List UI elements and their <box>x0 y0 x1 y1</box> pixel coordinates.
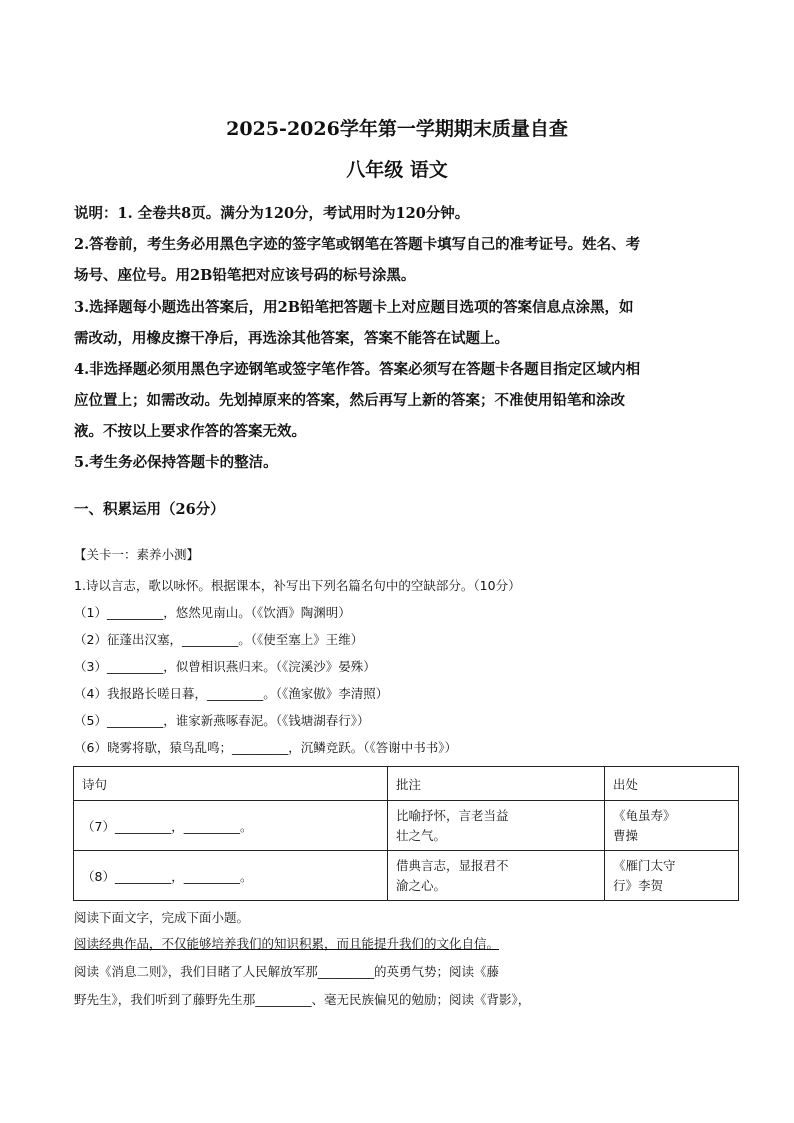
instruction-line: 3.选择题每小题选出答案后，用2B铅笔把答题卡上对应题目选项的答案信息点涂黑，如 <box>74 299 634 316</box>
fill-item: （2）征蓬出汉塞，_________。（《使至塞上》王维） <box>74 632 364 647</box>
verse-cell: （8）_________，_________。 <box>74 851 388 901</box>
exam-title: 2025-2026学年第一学期期末质量自查 <box>226 118 568 140</box>
instruction-line: 应位置上；如需改动。先划掉原来的答案，然后再写上新的答案；不准使用铅笔和涂改 <box>74 392 625 409</box>
exam-subtitle: 八年级 语文 <box>346 159 448 181</box>
source-line: 曹操 <box>613 827 639 843</box>
instruction-line: 场号、座位号。用2B铅笔把对应该号码的标号涂黑。 <box>74 267 416 284</box>
source-cell <box>605 801 739 851</box>
table-header-note: 批注 <box>388 767 605 801</box>
note-line: 壮之气。 <box>396 827 447 843</box>
note-line: 渝之心。 <box>396 877 447 893</box>
note-line: 借典言志，显报君不 <box>396 857 509 873</box>
section-heading: 一、积累运用（26分） <box>74 501 225 518</box>
note-cell <box>388 801 605 851</box>
source-line: 《雁门太守 <box>613 857 676 873</box>
fill-item: （6）晓雾将歇，猿鸟乱鸣；_________，沉鳞竞跃。（《答谢中书书》） <box>74 740 457 755</box>
note-cell <box>388 851 605 901</box>
source-line: 《龟虽寿》 <box>613 807 676 823</box>
table-header-source: 出处 <box>605 767 739 801</box>
instruction-line: 4.非选择题必须用黑色字迹钢笔或签字笔作答。答案必须写在答题卡各题目指定区域内相 <box>74 361 641 378</box>
level-label: 【关卡一：素养小测】 <box>74 547 200 562</box>
fill-item: （5）_________，谁家新燕啄春泥。（《钱塘湖春行》） <box>74 713 370 728</box>
poem-table <box>73 766 739 901</box>
reading-passage-line: 阅读经典作品，不仅能够培养我们的知识积累，而且能提升我们的文化自信。 <box>74 936 500 951</box>
verse-cell: （7）_________，_________。 <box>74 801 388 851</box>
instruction-line: 2.答卷前，考生务必用黑色字迹的签字笔或钢笔在答题卡填写自己的准考证号。姓名、考 <box>74 236 641 253</box>
instruction-line: 说明：1. 全卷共8页。满分为120分，考试用时为120分钟。 <box>74 205 470 222</box>
question-1-prompt: 1.诗以言志，歌以咏怀。根据课本，补写出下列名篇名句中的空缺部分。（10分） <box>74 578 521 593</box>
table-row <box>74 801 739 851</box>
note-line: 比喻抒怀，言老当益 <box>396 807 509 823</box>
fill-item: （4）我报路长嗟日暮，_________。（《渔家傲》李清照） <box>74 686 389 701</box>
reading-instruction: 阅读下面文字，完成下面小题。 <box>74 910 250 925</box>
source-line: 行》李贺 <box>613 877 664 893</box>
table-header-verse: 诗句 <box>74 767 388 801</box>
fill-item: （3）_________，似曾相识燕归来。（《浣溪沙》晏殊） <box>74 659 376 674</box>
instruction-line: 液。不按以上要求作答的答案无效。 <box>74 423 306 440</box>
reading-passage-line: 野先生》，我们听到了藤野先生那_________、毫无民族偏见的勉励；阅读《背影》， <box>74 992 531 1007</box>
fill-item: （1）_________，悠然见南山。（《饮酒》陶渊明） <box>74 605 351 620</box>
table-row <box>74 851 739 901</box>
reading-passage-line: 阅读《消息二则》，我们目睹了人民解放军那_________的英勇气势；阅读《藤 <box>74 964 500 979</box>
table-header-row <box>74 767 739 801</box>
source-cell <box>605 851 739 901</box>
instruction-line: 5.考生务必保持答题卡的整洁。 <box>74 454 278 471</box>
instruction-line: 需改动，用橡皮擦干净后，再选涂其他答案，答案不能答在试题上。 <box>74 330 509 347</box>
